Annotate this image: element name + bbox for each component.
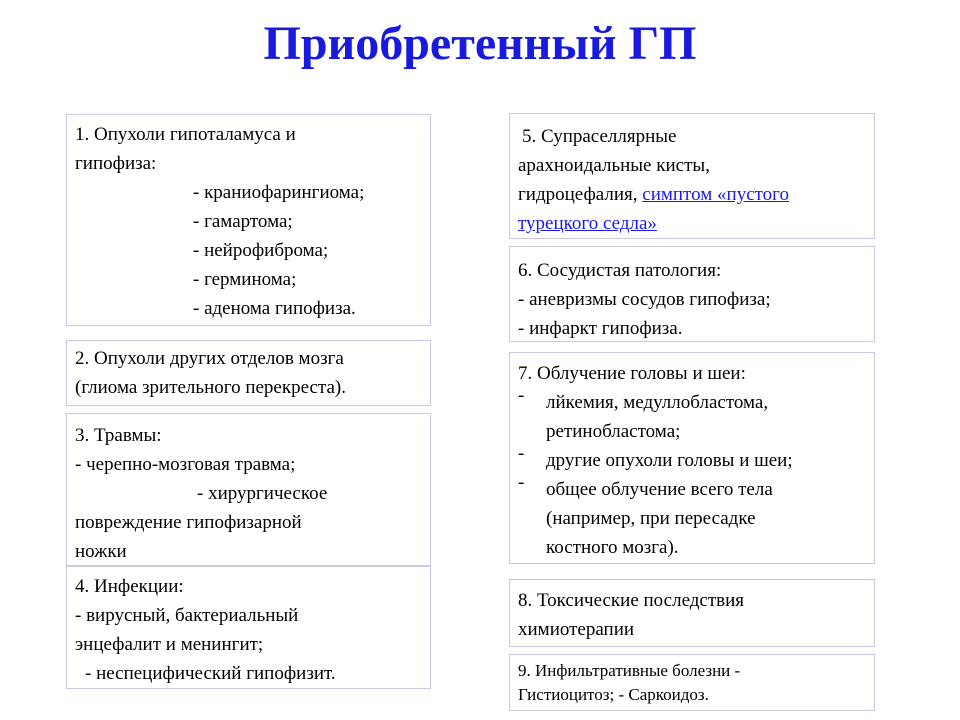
card-line: 8. Токсические последствия xyxy=(518,590,745,611)
empty-sella-link[interactable]: симптом «пустого xyxy=(642,184,789,205)
card-infections xyxy=(66,566,431,689)
list-item: - гамартома; xyxy=(193,211,293,232)
card-infiltrative-diseases xyxy=(509,654,875,711)
card-line xyxy=(518,180,866,209)
card-head-neck-irradiation xyxy=(509,352,875,564)
dash-bullet: - xyxy=(518,443,525,464)
card-suprasellar-cysts xyxy=(509,113,875,239)
card-heading-line-1: 1. Опухоли гипоталамуса и xyxy=(75,124,296,145)
list-item-continuation xyxy=(518,417,866,446)
list-item-continuation xyxy=(518,504,866,533)
card-hypothalamic-pituitary-tumors xyxy=(66,114,431,326)
card-line: - черепно-мозговая травма; xyxy=(75,454,296,475)
list-item-text: ретинобластома; xyxy=(546,421,681,442)
card-heading-line-2: гипофиза: xyxy=(75,153,157,174)
card-line: (глиома зрительного перекреста). xyxy=(75,377,346,398)
list-item-continuation xyxy=(518,533,866,562)
list-item: - нейрофиброма; xyxy=(193,240,329,261)
list-item-text: лйкемия, медуллобластома, xyxy=(546,392,769,413)
empty-sella-link-continued[interactable]: турецкого седла» xyxy=(518,213,657,234)
card-line: энцефалит и менингит; xyxy=(75,634,264,655)
list-item xyxy=(518,472,866,504)
card-line: повреждение гипофизарной xyxy=(75,512,302,533)
card-chemotherapy-toxicity xyxy=(509,579,875,647)
list-item-text: костного мозга). xyxy=(546,537,679,558)
card-heading: 7. Облучение головы и шеи: xyxy=(518,363,746,384)
card-line: ножки xyxy=(75,541,127,562)
card-line: - хирургическое xyxy=(197,483,328,504)
card-vascular-pathology xyxy=(509,246,875,342)
list-item-text: общее облучение всего тела xyxy=(546,479,773,500)
list-item xyxy=(518,443,866,475)
page-title: Приобретенный ГП xyxy=(263,17,697,70)
card-line: химиотерапии xyxy=(518,619,635,640)
dash-bullet: - xyxy=(518,472,525,493)
list-item-text: другие опухоли головы и шеи; xyxy=(546,450,793,471)
card-line: 6. Сосудистая патология: xyxy=(518,260,722,281)
list-item-text: (например, при пересадке xyxy=(546,508,756,529)
card-line: арахноидальные кисты, xyxy=(518,155,710,176)
list-item xyxy=(518,385,866,417)
card-line: - аневризмы сосудов гипофиза; xyxy=(518,289,771,310)
card-line xyxy=(518,209,866,238)
card-line: 2. Опухоли других отделов мозга xyxy=(75,348,344,369)
card-line: - инфаркт гипофиза. xyxy=(518,318,683,339)
card-line: 9. Инфильтративные болезни - xyxy=(518,661,741,680)
list-item: - аденома гипофиза. xyxy=(193,298,356,319)
dash-bullet: - xyxy=(518,385,525,406)
list-item: - краниофарингиома; xyxy=(193,182,365,203)
card-line-text: гидроцефалия, xyxy=(518,184,643,205)
card-line: 3. Травмы: xyxy=(75,425,162,446)
card-line: - вирусный, бактериальный xyxy=(75,605,299,626)
card-line: Гистиоцитоз; - Саркоидоз. xyxy=(518,685,709,704)
card-other-brain-tumors xyxy=(66,340,431,406)
card-line: 5. Супраселлярные xyxy=(522,126,677,147)
card-trauma xyxy=(66,413,431,566)
card-line: - неспецифический гипофизит. xyxy=(85,663,336,684)
card-line: 4. Инфекции: xyxy=(75,576,184,597)
list-item: - герминома; xyxy=(193,269,297,290)
